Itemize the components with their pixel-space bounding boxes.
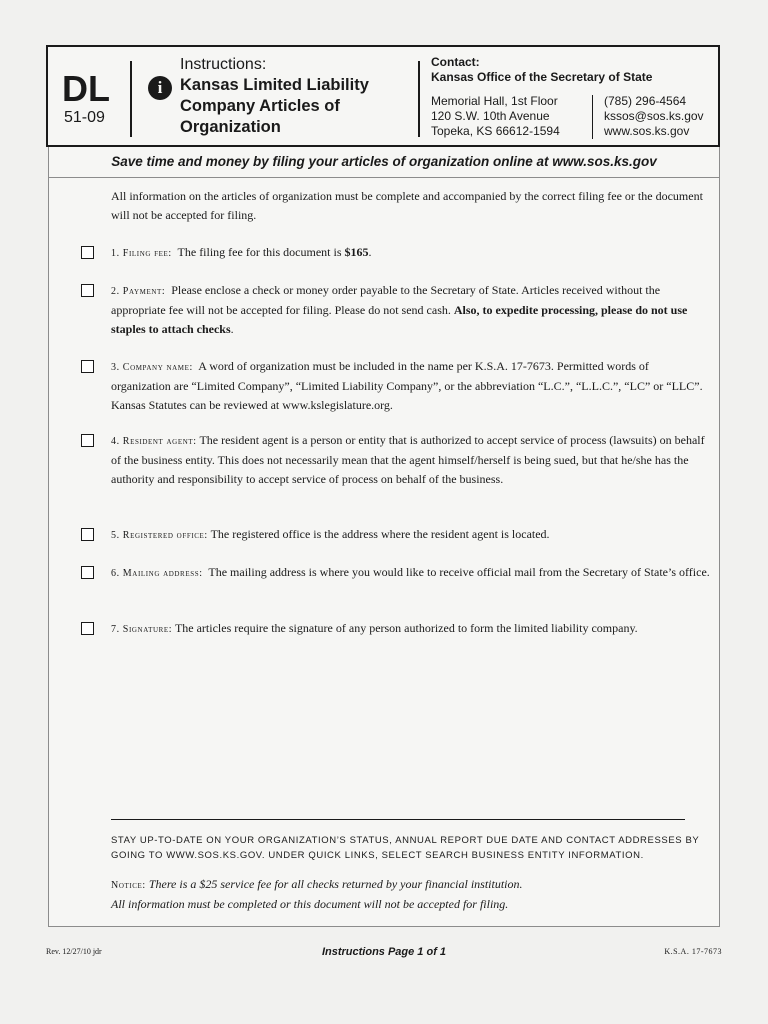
item-body: The mailing address is where you would like to receive official mail from the Secretary of State’s office.: [208, 565, 710, 579]
contact-label: Contact:: [431, 55, 480, 69]
revision-note: Rev. 12/27/10 jdr: [46, 947, 102, 956]
item-text: [111, 281, 711, 339]
intro-paragraph: All information on the articles of organization must be complete and accompanied by the correct filing fee or the document will not be accepted for filing.: [111, 189, 703, 222]
item-emphasis: Also, to expedite processing, please do not use staples to attach checks: [111, 303, 688, 336]
contact-phone: (785) 296-4564: [604, 94, 687, 108]
item-text: [111, 563, 711, 583]
item-label: 4. Resident agent:: [111, 436, 197, 447]
item-body: The articles require the signature of any person authorized to form the limited liability company.: [174, 621, 638, 635]
item-body: The resident agent is a person or entity that is authorized to accept service of process (lawsuits) on behalf of the business entity. This does not necessarily mean that the agent himself/herself is being sued, but that he/she has the authority and responsibility to accept service of process on behalf of the business.: [111, 433, 705, 486]
contact-email[interactable]: kssos@sos.ks.gov: [604, 109, 704, 123]
instructions-body: [48, 147, 720, 927]
checkbox[interactable]: [81, 246, 94, 259]
item-label: 3. Company name:: [111, 362, 193, 373]
item-text: [111, 431, 711, 489]
notice-label: Notice:: [111, 880, 146, 891]
item-text: [111, 243, 711, 263]
checkbox[interactable]: [81, 566, 94, 579]
address-line: Memorial Hall, 1st Floor: [431, 94, 558, 108]
online-filing-banner: Save time and money by filing your articles of organization online at www.sos.ks.gov: [111, 154, 657, 169]
address-line: 120 S.W. 10th Avenue: [431, 109, 550, 123]
address-line: Topeka, KS 66612-1594: [431, 124, 560, 138]
contact-divider: [592, 95, 593, 139]
item-body: The registered office is the address where the resident agent is located.: [210, 527, 550, 541]
item-label: 6. Mailing address:: [111, 568, 203, 579]
item-body: A word of organization must be included in the name per K.S.A. 17-7673. Permitted words of organization are “Limited Company”, “Limited Liability Company”, or the abbreviation “L.C.”, “L.L.C.”, “LC” or “LLC”. Kansas Statutes can be reviewed at www.kslegislature.org.: [111, 359, 703, 412]
notice-line-1: There is a $25 service fee for all checks returned by your financial institution.: [148, 877, 523, 891]
notice: [111, 875, 711, 913]
stay-up-to-date-note: STAY UP-TO-DATE ON YOUR ORGANIZATION’S STATUS, ANNUAL REPORT DUE DATE AND CONTACT ADDRESSES BY GOING TO WWW.SOS.KS.GOV. UNDER QUICK LINKS, SELECT SEARCH BUSINESS ENTITY INFORMATION.: [111, 835, 700, 861]
form-number: 51-09: [64, 109, 105, 126]
contact-details: [604, 94, 704, 139]
checkbox[interactable]: [81, 284, 94, 297]
contact-address: [431, 94, 560, 139]
item-label: 7. Signature:: [111, 624, 173, 635]
form-header: [46, 45, 720, 147]
item-body: The filing fee for this document is: [177, 245, 342, 259]
header-divider: [130, 61, 132, 137]
contact-organization: Kansas Office of the Secretary of State: [431, 70, 653, 84]
info-icon: i: [148, 76, 172, 100]
form-title: Kansas Limited Liability Company Articles of Organization: [180, 76, 369, 136]
contact-website[interactable]: www.sos.ks.gov: [604, 124, 690, 138]
item-body: Please enclose a check or money order payable to the Secretary of State. Articles received without the appropriate fee will not be accepted for filing. Please do not send cash.: [111, 283, 661, 317]
filing-fee-amount: $165: [344, 245, 369, 259]
checkbox[interactable]: [81, 622, 94, 635]
form-code: DL: [62, 68, 110, 109]
banner-divider: [49, 177, 719, 178]
instructions-label: Instructions:: [180, 56, 267, 73]
notice-line-2: All information must be completed or this document will not be accepted for filing.: [111, 897, 509, 911]
checkbox[interactable]: [81, 360, 94, 373]
item-text: [111, 357, 711, 415]
header-divider: [418, 61, 420, 137]
page-number: Instructions Page 1 of 1: [321, 946, 447, 958]
checkbox[interactable]: [81, 528, 94, 541]
item-label: 1. Filing fee:: [111, 248, 172, 259]
item-punct: .: [230, 322, 234, 336]
item-label: 2. Payment:: [111, 286, 166, 297]
statute-reference: K.S.A. 17-7673: [664, 947, 722, 956]
item-punct: .: [368, 245, 372, 259]
footer-divider: [111, 819, 685, 820]
checkbox[interactable]: [81, 434, 94, 447]
item-text: [111, 619, 711, 639]
item-text: [111, 525, 711, 545]
item-label: 5. Registered office:: [111, 530, 208, 541]
